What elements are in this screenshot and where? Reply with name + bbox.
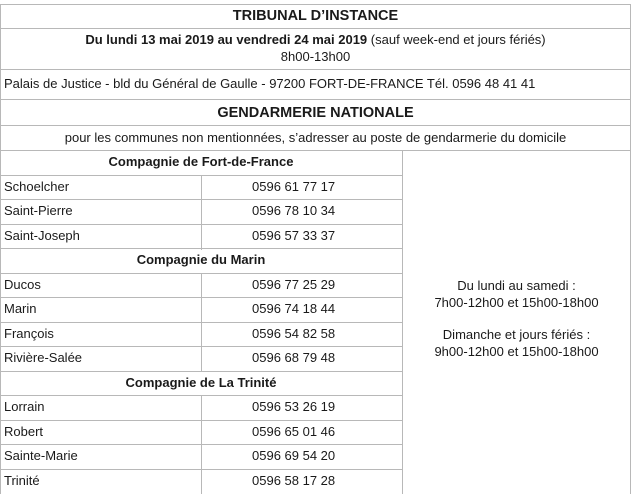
schedule-weekdays-label: Du lundi au samedi : xyxy=(457,278,576,293)
commune-name: Lorrain xyxy=(4,399,45,414)
commune-phone: 0596 61 77 17 xyxy=(252,178,336,194)
rule xyxy=(0,322,402,323)
commune-phone: 0596 57 33 37 xyxy=(252,227,336,243)
company-header: Compagnie de Fort-de-France xyxy=(108,154,294,169)
tribunal-dates-note: (sauf week-end et jours fériés) xyxy=(367,32,546,47)
schedule-weekend-label: Dimanche et jours fériés : xyxy=(442,327,591,342)
schedule-block xyxy=(402,277,631,360)
commune-phone: 0596 78 10 34 xyxy=(252,203,336,218)
gendarmerie-note: pour les communes non mentionnées, s’adresser au poste de gendarmerie du domicile xyxy=(64,130,567,145)
commune-name: Saint-Joseph xyxy=(4,227,80,243)
tribunal-hours: 8h00-13h00 xyxy=(280,49,351,64)
rule xyxy=(0,99,631,100)
company-header: Compagnie du Marin xyxy=(136,252,266,267)
schedule-weekend-hours: 9h00-12h00 et 15h00-18h00 xyxy=(434,344,599,359)
schedule-spacer xyxy=(402,311,631,326)
rule xyxy=(0,69,631,70)
commune-name: Robert xyxy=(4,423,44,439)
commune-phone: 0596 68 79 48 xyxy=(252,350,336,365)
rule xyxy=(0,28,631,29)
commune-name: Trinité xyxy=(4,472,40,488)
commune-phone: 0596 58 17 28 xyxy=(252,472,336,488)
rule xyxy=(0,469,402,470)
rule xyxy=(0,297,402,298)
commune-phone: 0596 53 26 19 xyxy=(252,399,336,414)
rule xyxy=(201,175,202,250)
commune-name: Sainte-Marie xyxy=(4,448,78,463)
commune-name: Ducos xyxy=(4,276,41,292)
commune-name: Marin xyxy=(4,301,37,316)
commune-phone: 0596 65 01 46 xyxy=(252,423,336,439)
gendarmerie-title: GENDARMERIE NATIONALE xyxy=(217,105,414,121)
tribunal-title: TRIBUNAL D’INSTANCE xyxy=(232,8,399,24)
schedule-weekdays-hours: 7h00-12h00 et 15h00-18h00 xyxy=(434,295,599,310)
rule xyxy=(201,396,202,494)
tribunal-address: Palais de Justice - bld du Général de Gaulle - 97200 FORT-DE-FRANCE Tél. 0596 48 41 41 xyxy=(4,76,536,91)
commune-phone: 0596 77 25 29 xyxy=(252,276,336,292)
commune-name: François xyxy=(4,325,54,341)
tribunal-dates-bold: Du lundi 13 mai 2019 au vendredi 24 mai 2019 xyxy=(85,32,368,47)
commune-name: Saint-Pierre xyxy=(4,203,73,218)
commune-phone: 0596 69 54 20 xyxy=(252,448,336,463)
commune-name: Rivière-Salée xyxy=(4,350,83,365)
rule xyxy=(0,420,402,421)
rule xyxy=(0,273,402,274)
rule xyxy=(0,395,402,396)
commune-phone: 0596 74 18 44 xyxy=(252,301,336,316)
company-header: Compagnie de La Trinité xyxy=(125,374,277,390)
commune-phone: 0596 54 82 58 xyxy=(252,325,336,341)
commune-name: Schoelcher xyxy=(4,178,70,194)
